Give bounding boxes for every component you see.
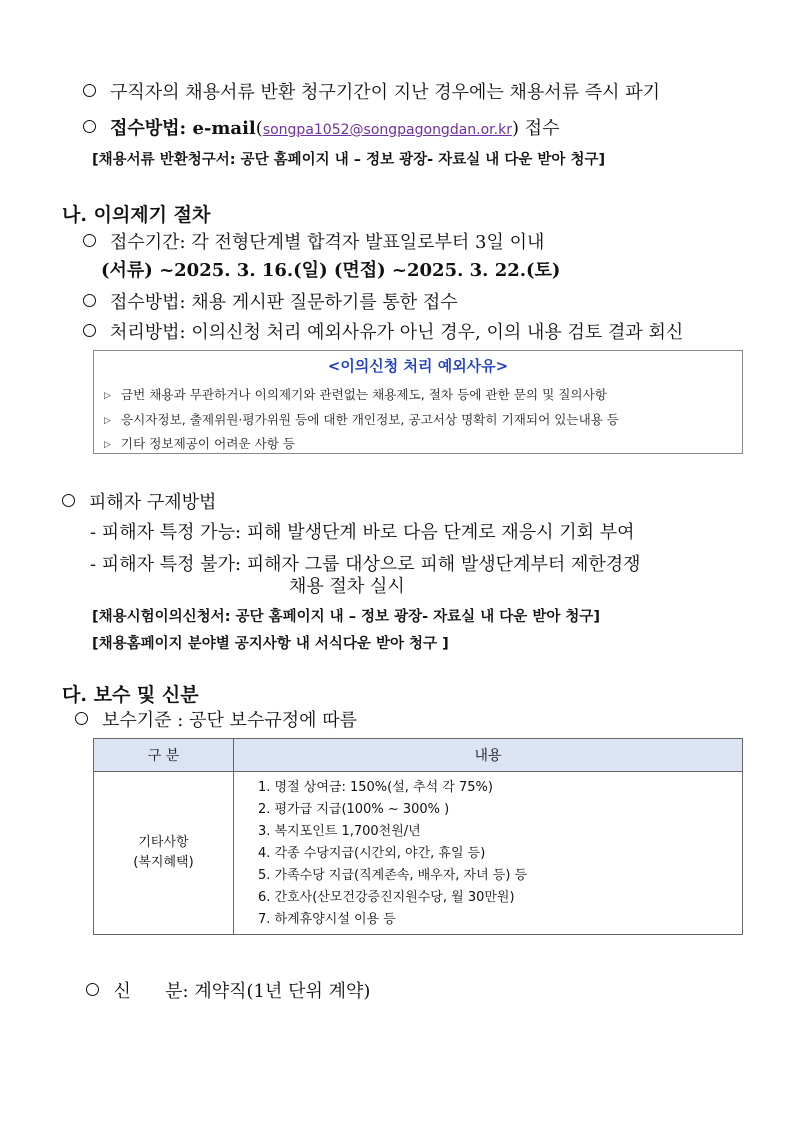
triangle-bullet-icon: ▷ (104, 391, 111, 401)
welfare-items-cell (234, 772, 743, 935)
table-header-row (94, 739, 743, 772)
form-download-note: [채용홈페이지 분야별 공지사항 내 서식다운 받아 청구 ] (92, 636, 449, 652)
list-item: 6. 간호사(산모건강증진지원수당, 월 30만원) (258, 890, 515, 905)
category-cell: 기타사항 (복지혜택) (94, 772, 234, 935)
relief-unidentifiable-line2: 채용 절차 실시 (289, 576, 405, 597)
exception-box-title: <이의신청 처리 예외사유> (327, 357, 509, 375)
list-item: 1. 명절 상여금: 150%(설, 추석 각 75%) (258, 780, 493, 795)
exception-item: ▷ 금번 채용과 무관하거나 이의제기와 관련없는 채용제도, 절차 등에 관한 문의 및 질의사항 (104, 387, 607, 402)
pay-standard-line: 보수기준 : 공단 보수규정에 따름 (75, 706, 357, 732)
bullet-circle-icon (62, 494, 75, 507)
list-item: 4. 각종 수당지급(시간외, 야간, 휴일 등) (258, 846, 486, 861)
section-heading-objection: 나. 이의제기 절차 (62, 204, 211, 226)
exception-item: ▷ 기타 정보제공이 어려운 사항 등 (104, 436, 296, 451)
column-header-category: 구 분 (94, 739, 234, 772)
list-item: 2. 평가급 지급(100% ~ 300% ) (258, 802, 450, 817)
bullet-circle-icon (83, 120, 96, 133)
objection-period-dates: (서류) ~2025. 3. 16.(일) (면접) ~2025. 3. 22.(토) (101, 260, 561, 281)
email-link[interactable]: songpa1052@songpagongdan.or.kr (262, 122, 512, 138)
triangle-bullet-icon: ▷ (104, 416, 111, 426)
table-row (94, 772, 743, 935)
return-request-note: [채용서류 반환청구서: 공단 홈페이지 내 – 정보 광장- 자료실 내 다운 받아 청구] (92, 152, 606, 168)
bullet-circle-icon (83, 234, 96, 247)
column-header-content: 내용 (234, 739, 743, 772)
objection-process-line: 처리방법: 이의신청 처리 예외사유가 아닌 경우, 이의 내용 검토 결과 회신 (83, 318, 683, 344)
bullet-circle-icon (86, 983, 99, 996)
receipt-method-line: 접수방법: e-mail(songpa1052@songpagongdan.or.kr) 접수 (83, 114, 560, 140)
relief-unidentifiable-line: - 피해자 특정 불가: 피해자 그룹 대상으로 피해 발생단계부터 제한경쟁 (90, 554, 641, 575)
list-item: 5. 가족수당 지급(직계존속, 배우자, 자녀 등) 등 (258, 868, 528, 883)
bullet-circle-icon (83, 324, 96, 337)
list-item: 7. 하계휴양시설 이용 등 (258, 912, 396, 927)
exception-reasons-box (93, 350, 743, 454)
bullet-circle-icon (83, 294, 96, 307)
section-heading-pay: 다. 보수 및 신분 (62, 684, 199, 706)
objection-method-line: 접수방법: 채용 게시판 질문하기를 통한 접수 (83, 288, 458, 314)
relief-identifiable-line: - 피해자 특정 가능: 피해 발생단계 바로 다음 단계로 재응시 기회 부여 (90, 522, 635, 543)
employment-status-line: 신 분: 계약직(1년 단위 계약) (75, 956, 370, 1003)
bullet-circle-icon (75, 712, 88, 725)
relief-method-title: 피해자 구제방법 (62, 488, 216, 514)
list-item: 3. 복지포인트 1,700천원/년 (258, 824, 421, 839)
welfare-table (93, 738, 743, 935)
objection-form-note: [채용시험이의신청서: 공단 홈페이지 내 – 정보 광장- 자료실 내 다운 받아 청구] (92, 609, 601, 625)
destroy-documents-line: 구직자의 채용서류 반환 청구기간이 지난 경우에는 채용서류 즉시 파기 (83, 78, 660, 104)
objection-period-line: 접수기간: 각 전형단계별 합격자 발표일로부터 3일 이내 (83, 228, 544, 254)
triangle-bullet-icon: ▷ (104, 440, 111, 450)
exception-item: ▷ 응시자정보, 출제위원·평가위원 등에 대한 개인정보, 공고서상 명확히 기재되어 있는내용 등 (104, 412, 620, 427)
bullet-circle-icon (83, 84, 96, 97)
